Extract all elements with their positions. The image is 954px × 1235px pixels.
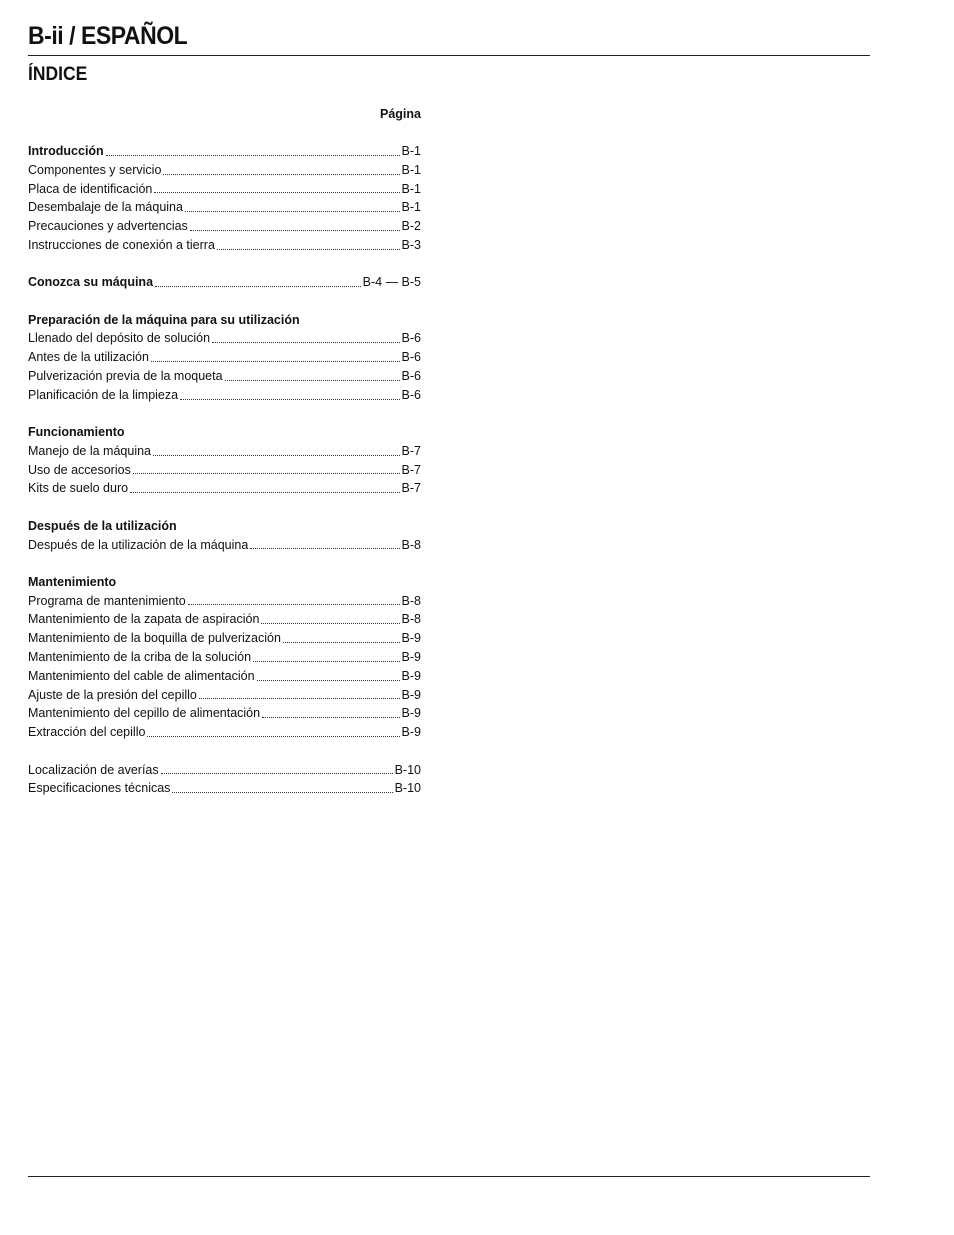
toc-entry[interactable] <box>28 723 421 742</box>
toc-entry-page: B-1 <box>401 144 421 158</box>
toc-entry-title: Instrucciones de conexión a tierra <box>28 237 215 252</box>
toc-entry-title: Ajuste de la presión del cepillo <box>28 687 197 702</box>
toc-entry-title: Introducción <box>28 144 104 158</box>
dot-leader <box>283 641 400 643</box>
toc-entry-title: Llenado del depósito de solución <box>28 331 211 346</box>
toc-entry-title: Uso de accesorios <box>28 462 131 477</box>
toc-entry[interactable] <box>28 629 421 648</box>
dot-leader <box>257 679 400 681</box>
toc-group-heading: Funcionamiento <box>28 425 125 440</box>
toc-entry-page: B-6 <box>401 331 421 346</box>
dot-leader <box>261 622 399 624</box>
toc-entry[interactable] <box>28 442 421 461</box>
dot-leader <box>250 547 399 549</box>
toc-entry-page: B-9 <box>401 687 421 702</box>
toc-entry[interactable] <box>28 273 421 292</box>
toc-entry-page: B-6 <box>401 368 421 383</box>
toc-entry-page: B-6 <box>401 350 421 365</box>
dot-leader <box>180 398 399 400</box>
toc-entry-page: B-9 <box>401 706 421 721</box>
toc-entry-page: B-7 <box>401 443 421 458</box>
toc-entry-page: B-1 <box>401 162 421 177</box>
toc-entry[interactable] <box>28 236 421 255</box>
toc-group <box>28 423 421 498</box>
toc-entry-page: B-9 <box>401 668 421 683</box>
toc-entry-title: Precauciones y advertencias <box>28 219 188 234</box>
page-title: B-ii / ESPAÑOL <box>28 22 188 50</box>
toc-entry-title: Mantenimiento del cepillo de alimentación <box>28 706 261 721</box>
toc-entry-title: Localización de averías <box>28 762 159 777</box>
page-header <box>28 20 870 56</box>
toc-entry[interactable] <box>28 667 421 686</box>
toc-entry-page: B-9 <box>401 631 421 646</box>
toc-entry[interactable] <box>28 198 421 217</box>
toc-entry-title: Extracción del cepillo <box>28 725 146 740</box>
toc-entry-page: B-9 <box>401 725 421 740</box>
toc-group-heading: Mantenimiento <box>28 574 117 589</box>
toc-entry[interactable] <box>28 461 421 480</box>
toc-group <box>28 761 421 799</box>
toc-entry[interactable] <box>28 704 421 723</box>
dot-leader <box>212 341 399 343</box>
toc-entry-page: B-7 <box>401 481 421 496</box>
dot-leader <box>172 791 392 793</box>
toc-entry[interactable] <box>28 686 421 705</box>
dot-leader <box>153 454 400 456</box>
dot-leader <box>151 360 400 362</box>
toc-entry[interactable] <box>28 648 421 667</box>
dot-leader <box>161 772 393 774</box>
dot-leader <box>190 229 400 231</box>
page-column-label: Página <box>380 107 421 121</box>
toc-entry[interactable] <box>28 536 421 555</box>
dot-leader <box>147 735 399 737</box>
toc-entry[interactable] <box>28 329 421 348</box>
dot-leader <box>188 603 400 605</box>
dot-leader <box>106 154 400 156</box>
toc-entry[interactable] <box>28 610 421 629</box>
toc-entry-title: Mantenimiento del cable de alimentación <box>28 668 255 683</box>
dot-leader <box>155 285 361 287</box>
toc-entry-page: B-9 <box>401 650 421 665</box>
toc-entry-title: Mantenimiento de la criba de la solución <box>28 650 252 665</box>
toc-entry[interactable] <box>28 161 421 180</box>
toc-group <box>28 142 421 255</box>
dot-leader <box>225 379 400 381</box>
toc-entry[interactable] <box>28 142 421 161</box>
toc-entry-title: Pulverización previa de la moqueta <box>28 368 223 383</box>
toc-entry-title: Componentes y servicio <box>28 162 162 177</box>
toc-group-heading: Preparación de la máquina para su utilización <box>28 312 300 327</box>
dot-leader <box>217 248 400 250</box>
dot-leader <box>163 173 399 175</box>
toc-entry-page: B-3 <box>401 237 421 252</box>
toc-entry-title: Después de la utilización de la máquina <box>28 537 249 552</box>
toc-entry-page: B-10 <box>394 781 421 796</box>
toc-entry-page: B-6 <box>401 387 421 402</box>
toc-entry[interactable] <box>28 592 421 611</box>
toc-entry-title: Kits de suelo duro <box>28 481 129 496</box>
toc-entry[interactable] <box>28 348 421 367</box>
toc-entry-page: B-10 <box>394 762 421 777</box>
toc-entry-page: B-8 <box>401 537 421 552</box>
dot-leader <box>262 716 399 718</box>
toc-group <box>28 517 421 555</box>
toc-group <box>28 573 421 742</box>
toc-entry-page: B-2 <box>401 219 421 234</box>
dot-leader <box>199 697 400 699</box>
toc-entry-title: Programa de mantenimiento <box>28 593 186 608</box>
toc-entry-title: Manejo de la máquina <box>28 443 151 458</box>
toc-entry-title: Planificación de la limpieza <box>28 387 179 402</box>
footer-rule <box>28 1176 870 1177</box>
table-of-contents <box>28 105 421 817</box>
toc-group <box>28 311 421 405</box>
toc-entry[interactable] <box>28 217 421 236</box>
toc-entry-title: Mantenimiento de la boquilla de pulverización <box>28 631 281 646</box>
toc-entry[interactable] <box>28 479 421 498</box>
dot-leader <box>185 210 400 212</box>
dot-leader <box>154 191 399 193</box>
toc-group-heading: Después de la utilización <box>28 518 177 533</box>
toc-entry[interactable] <box>28 180 421 199</box>
toc-entry-page: B-8 <box>401 593 421 608</box>
toc-entry-title: Mantenimiento de la zapata de aspiración <box>28 612 260 627</box>
toc-entry-page: B-8 <box>401 612 421 627</box>
toc-entry-title: Desembalaje de la máquina <box>28 200 183 215</box>
toc-entry-page: B-1 <box>401 181 421 196</box>
toc-entry-title: Antes de la utilización <box>28 350 149 365</box>
toc-entry-title: Especificaciones técnicas <box>28 781 171 796</box>
toc-entry[interactable] <box>28 367 421 386</box>
section-title: ÍNDICE <box>28 64 88 85</box>
toc-group <box>28 273 421 292</box>
toc-entry[interactable] <box>28 386 421 405</box>
toc-entry[interactable] <box>28 779 421 798</box>
dot-leader <box>253 660 400 662</box>
dot-leader <box>133 472 400 474</box>
toc-entry-title: Conozca su máquina <box>28 275 154 290</box>
toc-entry-page: B-1 <box>401 200 421 215</box>
dot-leader <box>130 491 399 493</box>
toc-entry[interactable] <box>28 761 421 780</box>
toc-entry-title: Placa de identificación <box>28 181 153 196</box>
toc-entry-page: B-4 — B-5 <box>362 275 421 290</box>
toc-entry-page: B-7 <box>401 462 421 477</box>
